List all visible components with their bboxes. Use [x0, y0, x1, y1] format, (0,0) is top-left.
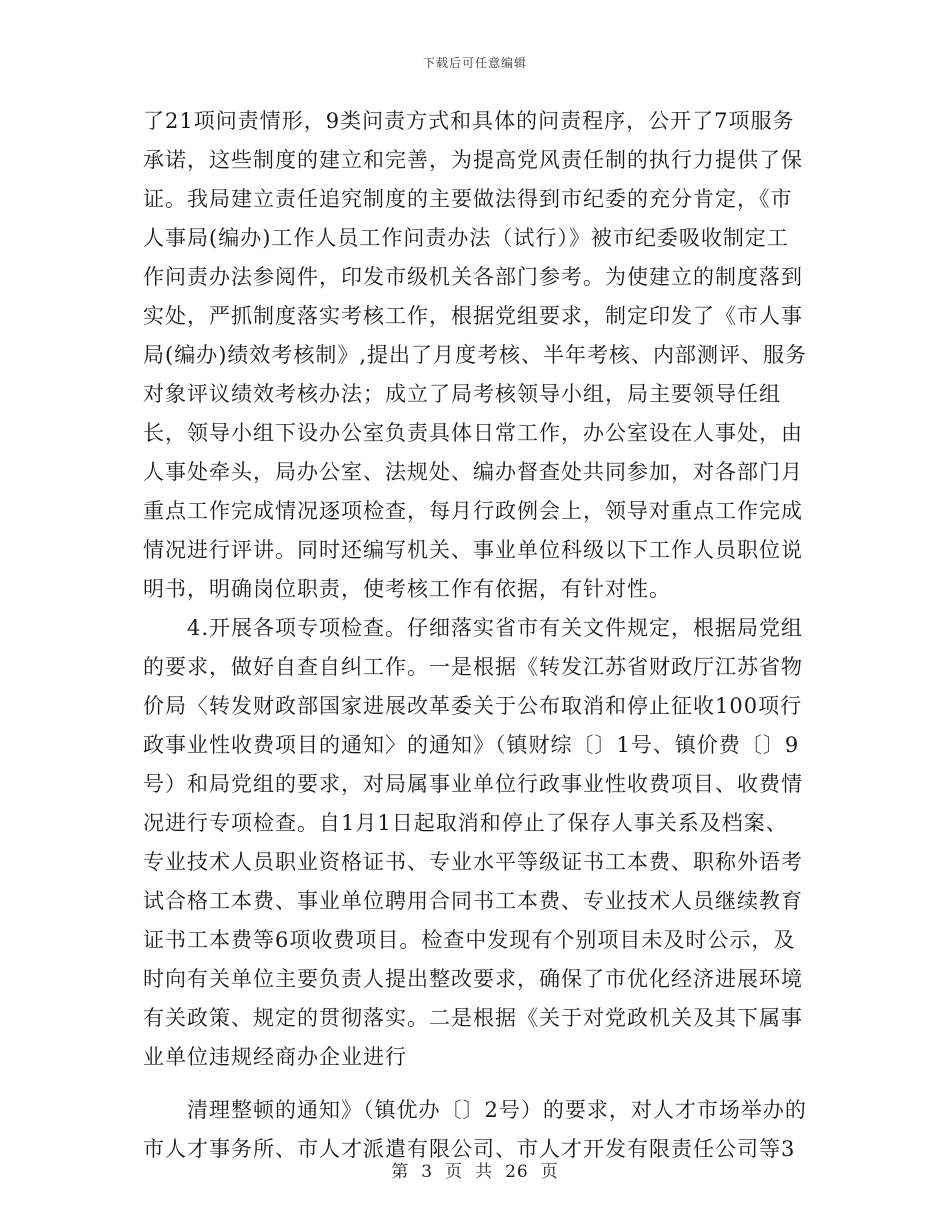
paragraph-special-inspections: 4.开展各项专项检查。仔细落实省市有关文件规定，根据局党组的要求，做好自查自纠工作。一是根据《转发江苏省财政厅江苏省物价局〈转发财政部国家进展改革委关于公布取消和停止征收100项行政事业性收费项目的通知〉的通知》（镇财综〔〕1号、镇价费〔〕9号）和局党组的要求，对局属事业单位行政事业性收费项目、收费情况进行专项检查。自1月1日起取消和停止了保存人事关系及档案、专业技术人员职业资格证书、专业水平等级证书工本费、职称外语考试合格工本费、事业单位聘用合同书工本费、专业技术人员继续教育证书工本费等6项收费项目。检查中发现有个别项目未及时公示，及时向有关单位主要负责人提出整改要求，确保了市优化经济进展环境有关政策、规定的贯彻落实。二是根据《关于对党政机关及其下属事业单位违规经商办企业进行 — [143, 616, 804, 1069]
page-header: 下载后可任意编辑 — [422, 56, 527, 70]
document-body — [143, 102, 808, 1169]
total-label: 共 — [475, 1162, 494, 1182]
total-unit: 页 — [540, 1162, 559, 1182]
paragraph-cleanup-rectification: 清理整顿的通知》（镇优办〔〕2号）的要求，对人才市场举办的市人才事务所、市人才派遣有限公司、市人才开发有限责任公司等3 — [143, 1098, 807, 1161]
page-label: 第 — [391, 1162, 410, 1182]
page-number: 3 — [421, 1162, 434, 1182]
paragraph-accountability-system: 了21项问责情形，9类问责方式和具体的问责程序，公开了7项服务承诺，这些制度的建立和完善，为提高党风责任制的执行力提供了保证。我局建立责任追究制度的主要做法得到市纪委的充分肯定，《市人事局(编办)工作人员工作问责办法（试行）》被市纪委吸收制定工作问责办法参阅件，印发市级机关各部门参考。为使建立的制度落到实处，严抓制度落实考核工作，根据党组要求，制定印发了《市人事局(编办)绩效考核制》,提出了月度考核、半年考核、内部测评、服务对象评议绩效考核办法；成立了局考核领导小组，局主要领导任组长，领导小组下设办公室负责具体日常工作，办公室设在人事处，由人事处牵头，局办公室、法规处、编办督查处共同参加，对各部门月重点工作完成情况逐项检查，每月行政例会上，领导对重点工作完成情况进行评讲。同时还编写机关、事业单位科级以下工作人员职位说明书，明确岗位职责，使考核工作有依据，有针对性。 — [143, 109, 808, 601]
page-unit: 页 — [445, 1162, 464, 1182]
page-footer — [0, 1157, 950, 1182]
total-pages: 26 — [505, 1162, 529, 1182]
